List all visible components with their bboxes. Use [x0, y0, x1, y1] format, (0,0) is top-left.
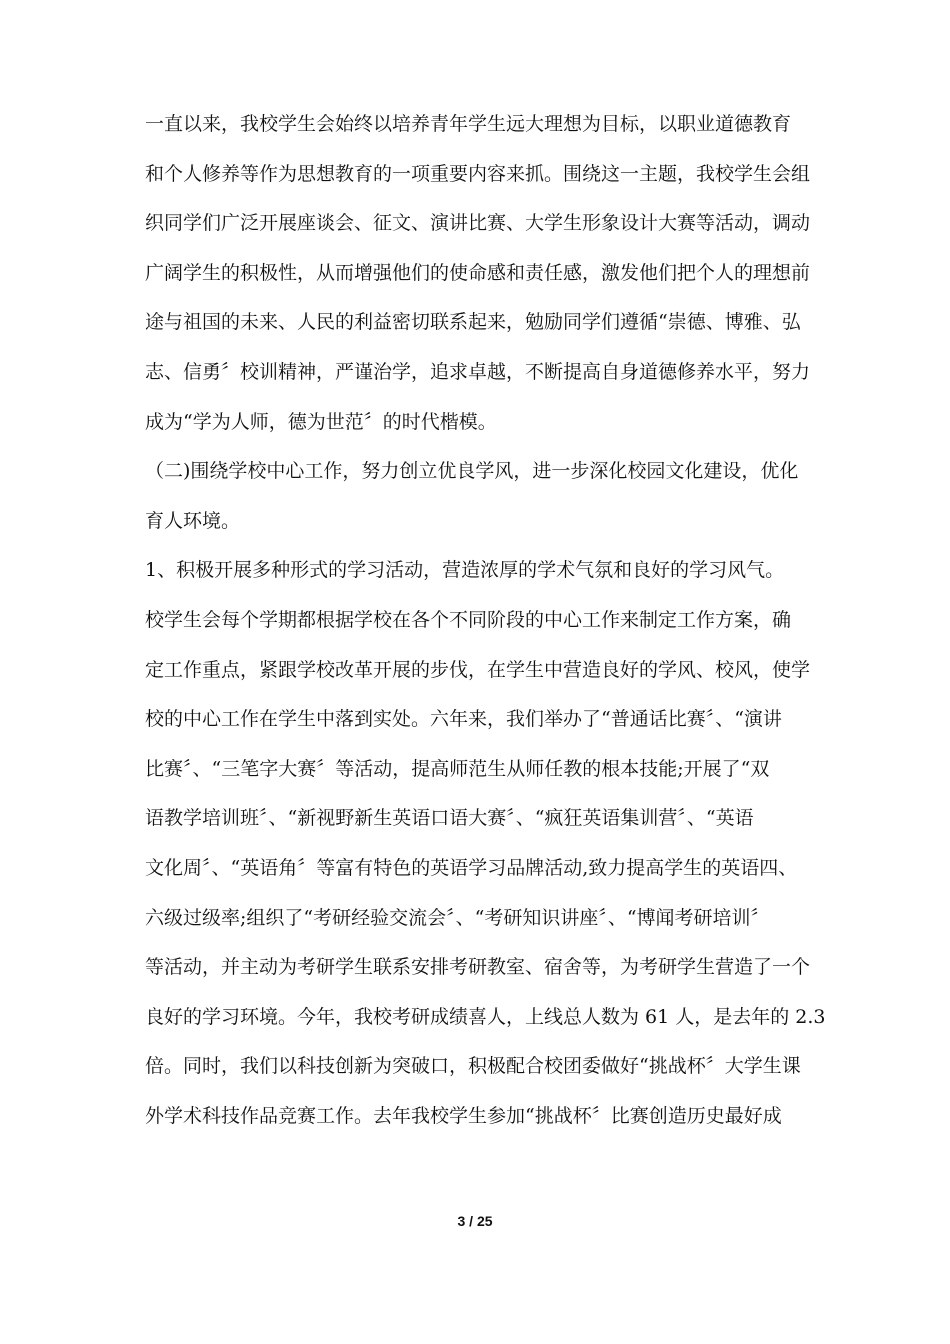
text-line: 织同学们广泛开展座谈会、征文、演讲比赛、大学生形象设计大赛等活动，调动 [145, 212, 811, 235]
text-line: 语教学培训班〞、“新视野新生英语口语大赛〞、“疯狂英语集训营〞、“英语 [145, 807, 754, 830]
text-line: 比赛〞、“三笔字大赛〞等活动，提高师范生从师任教的根本技能;开展了“双 [145, 757, 770, 780]
text-line: 外学术科技作品竞赛工作。去年我校学生参加“挑战杯〞比赛创造历史最好成 [145, 1104, 782, 1127]
text-line: 倍。同时，我们以科技创新为突破口，积极配合校团委做好“挑战杯〞大学生课 [145, 1055, 801, 1078]
text-line: （二)围绕学校中心工作，努力创立优良学风，进一步深化校园文化建设，优化 [145, 460, 799, 483]
text-line: 1、积极开展多种形式的学习活动，营造浓厚的学术气氛和良好的学习风气。 [145, 559, 785, 582]
text-line: 志、信勇〞校训精神，严谨治学，追求卓越，不断提高自身道德修养水平，努力 [145, 360, 811, 383]
text-line: 途与祖国的未来、人民的利益密切联系起来，勉励同学们遵循“崇德、博雅、弘 [145, 311, 801, 334]
text-line: 一直以来，我校学生会始终以培养青年学生远大理想为目标，以职业道德教育 [145, 113, 792, 135]
text-line: 文化周〞、“英语角〞等富有特色的英语学习品牌活动,致力提高学生的英语四、 [145, 856, 798, 879]
text-line: 成为“学为人师，德为世范〞的时代楷模。 [145, 410, 497, 433]
text-line: 广阔学生的积极性，从而增强他们的使命感和责任感，激发他们把个人的理想前 [145, 261, 811, 284]
text-line: 六级过级率;组织了“考研经验交流会〞、“考研知识讲座〞、“博闻考研培训〞 [145, 906, 770, 929]
text-line: 育人环境。 [145, 509, 241, 532]
page-body [145, 100, 826, 1141]
text-line: 和个人修养等作为思想教育的一项重要内容来抓。围绕这一主题，我校学生会组 [145, 162, 811, 185]
text-line: 等活动，并主动为考研学生联系安排考研教室、宿舍等，为考研学生营造了一个 [145, 956, 811, 979]
text-line: 定工作重点，紧跟学校改革开展的步伐，在学生中营造良好的学风、校风，使学 [145, 658, 811, 681]
text-line: 校学生会每个学期都根据学校在各个不同阶段的中心工作来制定工作方案，确 [145, 608, 792, 631]
text-line: 良好的学习环境。今年，我校考研成绩喜人，上线总人数为 61 人，是去年的 2.3 [145, 1005, 826, 1028]
text-line: 校的中心工作在学生中落到实处。六年来，我们举办了“普通话比赛〞、“演讲 [145, 708, 782, 731]
page-number: 3 / 25 [457, 1213, 493, 1229]
